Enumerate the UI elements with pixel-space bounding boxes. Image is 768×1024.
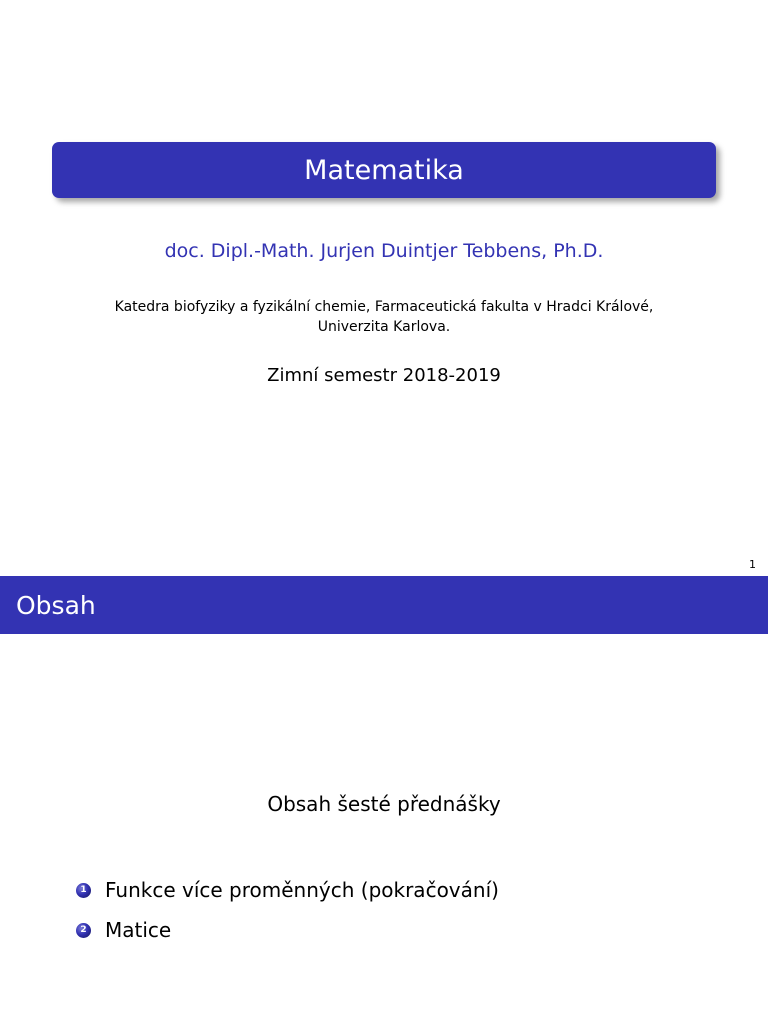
toc-item: [76, 910, 499, 950]
numbered-bullet-icon: 2: [76, 923, 91, 938]
frame-header: [0, 576, 768, 634]
page-number: 1: [749, 558, 756, 571]
toc-item-label: Matice: [105, 918, 172, 942]
numbered-bullet-icon: 1: [76, 883, 91, 898]
toc-heading: Obsah šesté přednášky: [267, 792, 501, 816]
slide-title-box: [52, 142, 716, 198]
toc-list: [76, 870, 499, 950]
institute-block: [70, 297, 698, 337]
institute-line-2: Univerzita Karlova.: [317, 319, 451, 335]
author-line: doc. Dipl.-Math. Jurjen Duintjer Tebbens, Ph.D.: [164, 240, 604, 262]
toc-item: [76, 870, 499, 910]
frame-title: Obsah: [16, 590, 96, 620]
institute-line-1: Katedra biofyziky a fyzikální chemie, Farmaceutická fakulta v Hradci Králové,: [114, 299, 654, 315]
toc-item-label: Funkce více proměnných (pokračování): [105, 878, 499, 902]
slide-title: Matematika: [304, 154, 464, 186]
semester-date: Zimní semestr 2018-2019: [267, 365, 501, 386]
